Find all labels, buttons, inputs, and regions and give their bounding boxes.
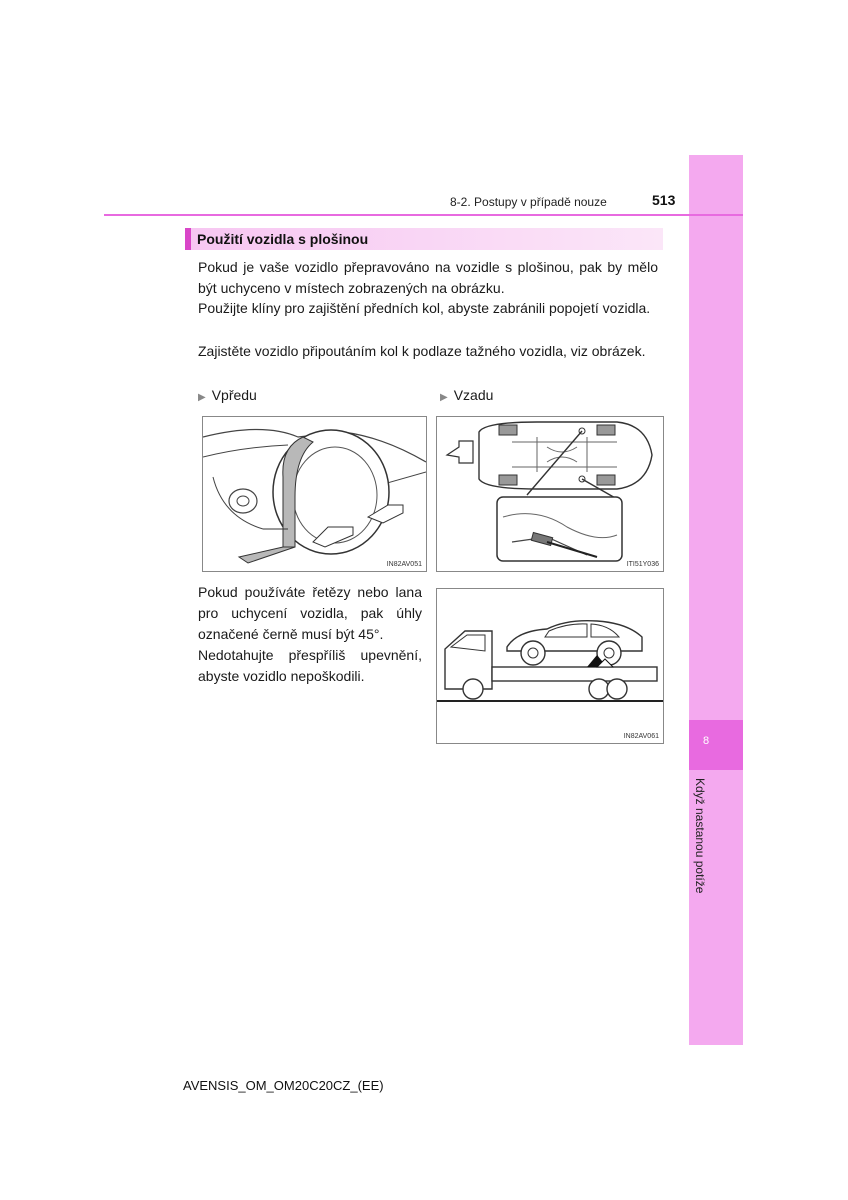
section-title: Použití vozidla s plošinou [197,231,369,247]
chapter-number-tab [689,720,743,770]
section-heading-marker [185,228,191,250]
front-tie-down-illustration [202,416,427,572]
paragraph-no-overtighten: Nedotahujte přespříliš upevnění, abyste vozidlo nepoškodili. [198,647,422,684]
flatbed-truck-drawing [437,589,663,743]
header-rule [104,214,743,216]
footer-document-code: AVENSIS_OM_OM20C20CZ_(EE) [183,1078,384,1093]
figure-code: IN82AV051 [386,561,422,568]
chapter-title: Když nastanou potíže [693,778,707,894]
figure-code: ITI51Y036 [626,561,659,568]
header-section-title: 8-2. Postupy v případě nouze [450,195,607,209]
paragraph-tie-down: Zajistěte vozidlo připoutáním kol k podlaze tažného vozidla, viz obrázek. [198,343,646,359]
rear-tie-down-illustration [436,416,664,572]
rear-underbody-drawing [437,417,663,571]
chapter-number: 8 [703,735,710,747]
triangle-bullet-icon: ▶ [440,392,448,403]
bullet-rear [440,387,493,403]
bullet-rear-label: Vzadu [453,387,494,403]
chapter-side-tab [689,155,743,1045]
bullet-front-label: Vpředu [211,387,257,403]
flatbed-truck-illustration [436,588,664,744]
front-wheel-drawing [203,417,426,571]
triangle-bullet-icon: ▶ [198,392,206,403]
page-number: 513 [652,192,676,208]
paragraph-chain-angle: Pokud používáte řetězy nebo lana pro uchycení vozidla, pak úhly označené černě musí být 45°. [198,584,422,642]
paragraph-wedges: Použijte klíny pro zajištění předních kol, abyste zabránili popojetí vozidla. [198,300,651,316]
paragraph-intro: Pokud je vaše vozidlo přepravováno na vozidle s plošinou, pak by mělo být uchyceno v místech zobrazených na obrázku. [198,259,658,296]
figure-code: IN82AV061 [623,733,659,740]
bullet-front [198,387,257,403]
